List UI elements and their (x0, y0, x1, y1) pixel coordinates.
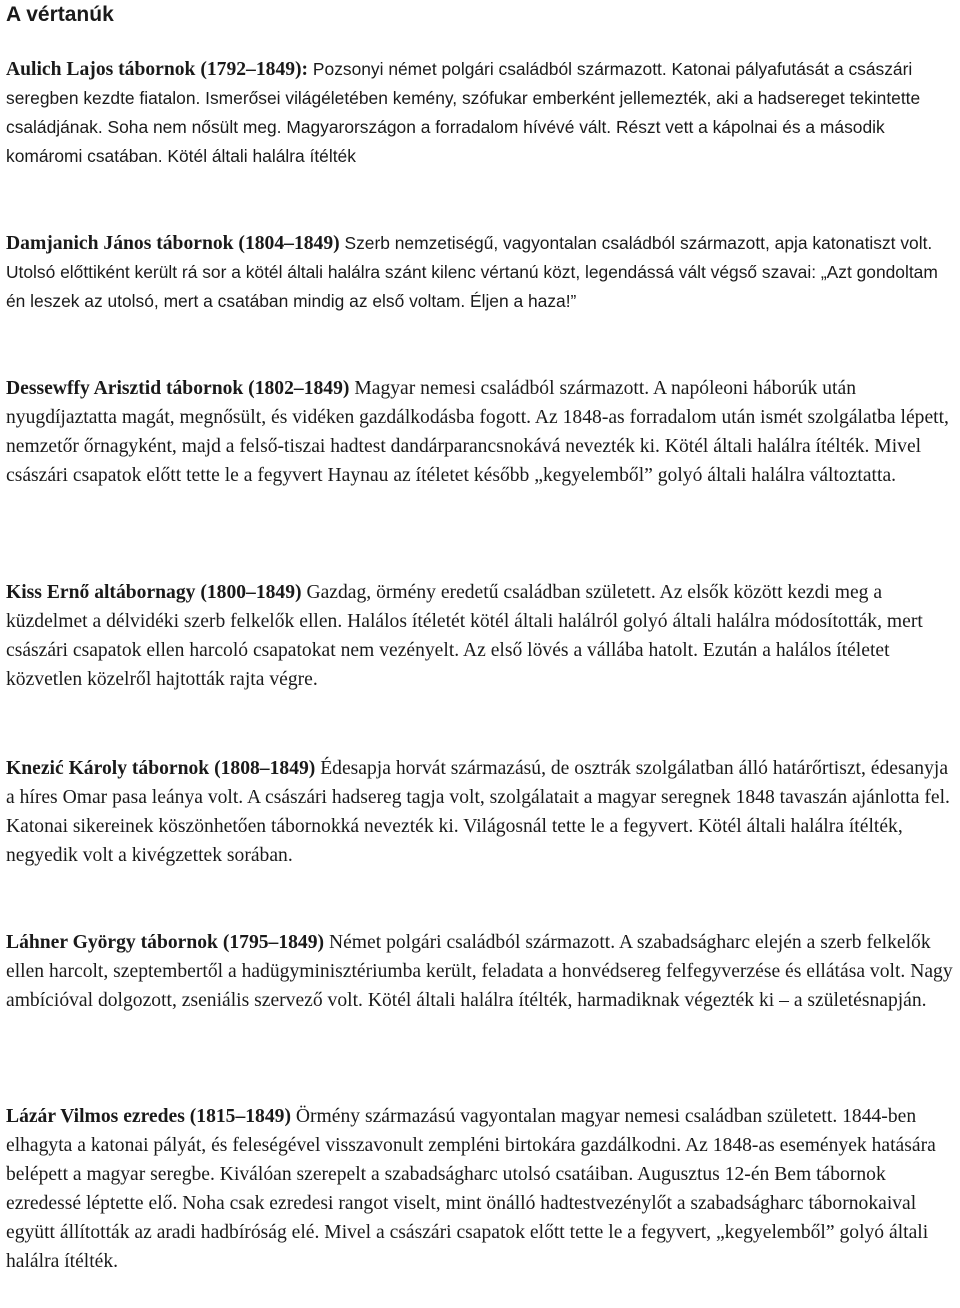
entry-name: Kiss Ernő altábornagy (1800–1849) (6, 582, 302, 603)
entry-text: Örmény származású vagyontalan magyar nemesi családban született. 1844-ben elhagyta a katonai pályát, és feleségével visszavonult zempléni birtokára gazdálkodni. Az 1848-as események hatására belépett a magyar seregbe. Kiválóan szerepelt a szabadságharc utolsó csatáiban. Augusztus 12-én Bem tábornok ezredessé léptette elő. Noha csak ezredesi rangot viselt, mint önálló hadtestvezénylőt a szabadságharc tábornokaival együtt állították az aradi hadbíróság elé. Mivel a császári csapatok előtt tette le a fegyvert, „kegyelemből” golyó általi halálra ítélték. (6, 1106, 936, 1272)
page-title: A vértanúk (6, 3, 114, 26)
entry-text: Német polgári családból származott. A szabadságharc elején a szerb felkelők ellen harcolt, szeptembertől a hadügyminisztériumba került, feladata a honvédsereg felfegyverzése és ellátása volt. Nagy ambícióval dolgozott, zseniális szervező volt. Kötél általi halálra ítélték, harmadiknak végezték ki – a születésnapján. (6, 932, 953, 1011)
entry-text: Pozsonyi német polgári családból származott. Katonai pályafutását a császári seregben kezdte fiatalon. Ismerősei világéletében kemény, szófukar emberként jellemezték, aki a hadsereget tekintette családjának. Soha nem nősült meg. Magyarországon a forradalom hívévé vált. Részt vett a kápolnai és a második komáromi csatában. Kötél általi halálra ítélték (6, 59, 921, 166)
entry-name: Aulich Lajos tábornok (1792–1849): (6, 59, 309, 80)
entry-aulich (6, 55, 954, 171)
entry-lahner (6, 928, 954, 1015)
document-page (6, 0, 954, 1272)
entry-name: Knezić Károly tábornok (1808–1849) (6, 758, 316, 779)
entry-kiss (6, 578, 954, 694)
entry-dessewffy (6, 374, 954, 490)
entry-name: Dessewffy Arisztid tábornok (1802–1849) (6, 378, 350, 399)
entry-name: Lázár Vilmos ezredes (1815–1849) (6, 1106, 291, 1127)
entry-knezic (6, 754, 954, 870)
entry-name: Damjanich János tábornok (1804–1849) (6, 233, 340, 254)
entry-lazar (6, 1102, 954, 1276)
entry-text: Magyar nemesi családból származott. A napóleoni háborúk után nyugdíjaztatta magát, megnősült, és vidéken gazdálkodásba fogott. Az 1848-as forradalom után ismét szolgálatba lépett, nemzetőr őrnagyként, majd a felső-tiszai hadtest dandárparancsnokává nevezték ki. Kötél általi halálra ítélték. Mivel császári csapatok előtt tette le a fegyvert Haynau az ítéletet később „kegyelemből” golyó általi halálra változtatta. (6, 378, 949, 486)
entry-text: Édesapja horvát származású, de osztrák szolgálatban álló határőrtiszt, édesanyja a híres Omar pasa leánya volt. A császári hadsereg tagja volt, szolgálatait a magyar seregnek 1848 tavaszán ajánlotta fel. Katonai sikereinek köszönhetően tábornokká nevezték ki. Világosnál tette le a fegyvert. Kötél általi halálra ítélték, negyedik volt a kivégzettek sorában. (6, 758, 950, 866)
entry-name: Láhner György tábornok (1795–1849) (6, 932, 325, 953)
entry-text: Gazdag, örmény eredetű családban született. Az elsők között kezdi meg a küzdelmet a délvidéki szerb felkelők ellen. Halálos ítéletét kötél általi halálról golyó általi halálra módosították, mert császári csapatok ellen harcoló csapatokat nem vezényelt. Az első lövés a vállába hatolt. Ezután a halálos ítéletet közvetlen közelről hajtották rajta végre. (6, 582, 923, 690)
entry-text: Szerb nemzetiségű, vagyontalan családból származott, apja katonatiszt volt. Utolsó előttiként került rá sor a kötél általi halálra szánt kilenc vértanú közt, legendássá vált végső szavai: „Azt gondoltam én leszek az utolsó, mert a csatában mindig az első voltam. Éljen a haza!” (6, 233, 938, 311)
entry-damjanich (6, 229, 954, 316)
